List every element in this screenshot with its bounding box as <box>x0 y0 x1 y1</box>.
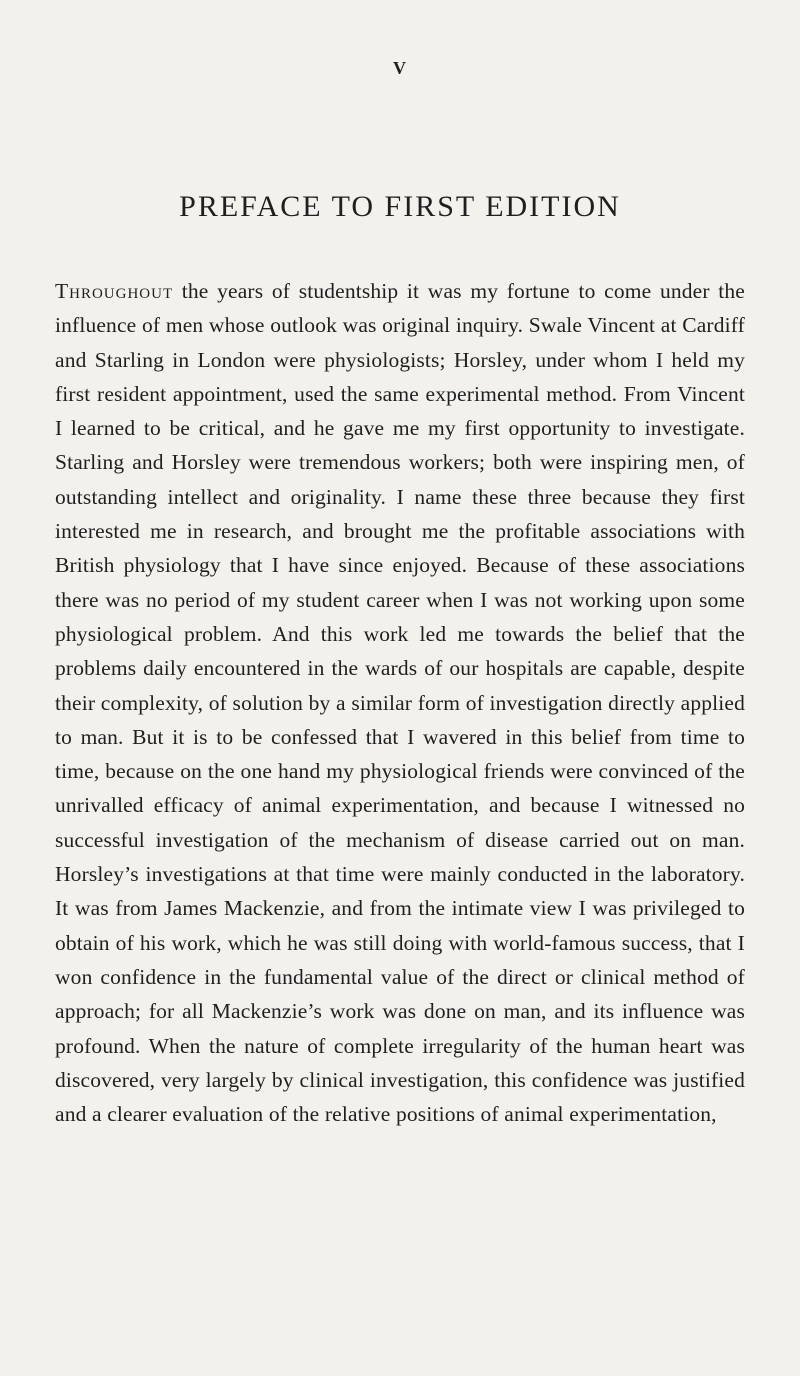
page-number: V <box>393 58 407 78</box>
preface-paragraph <box>55 274 745 1131</box>
page-title: PREFACE TO FIRST EDITION <box>179 190 621 223</box>
paragraph-text: the years of studentship it was my fortune to come under the influence of men whose outlook was original inquiry. Swale Vincent at Cardiff and Starling in London were physiologists; Horsley, under whom I held my first resident appointment, used the same experimental method. From Vincent I learned to be critical, and he gave me my first opportunity to investigate. Starling and Horsley were tremendous workers; both were inspiring men, of outstanding intellect and originality. I name these three because they first interested me in research, and brought me the profitable associations with British physiology that I have since enjoyed. Because of these associations there was no period of my student career when I was not working upon some physiological problem. And this work led me towards the belief that the problems daily encountered in the wards of our hospitals are capable, despite their complexity, of solution by a similar form of investigation directly applied to man. But it is to be confessed that I wavered in this belief from time to time, because on the one hand my physiological friends were convinced of the unrivalled efficacy of animal experimentation, and because I witnessed no successful investigation of the mechanism of disease carried out on man. Horsley’s investigations at that time were mainly conducted in the laboratory. It was from James Mackenzie, and from the intimate view I was privileged to obtain of his work, which he was still doing with world-famous success, that I won confidence in the fundamental value of the direct or clinical method of approach; for all Mackenzie’s work was done on man, and its influence was profound. When the nature of complete irregularity of the human heart was discovered, very largely by clinical investigation, this confidence was justified and a clearer evaluation of the relative positions of animal experimentation, <box>55 279 745 1127</box>
lead-word: Throughout <box>55 279 174 303</box>
